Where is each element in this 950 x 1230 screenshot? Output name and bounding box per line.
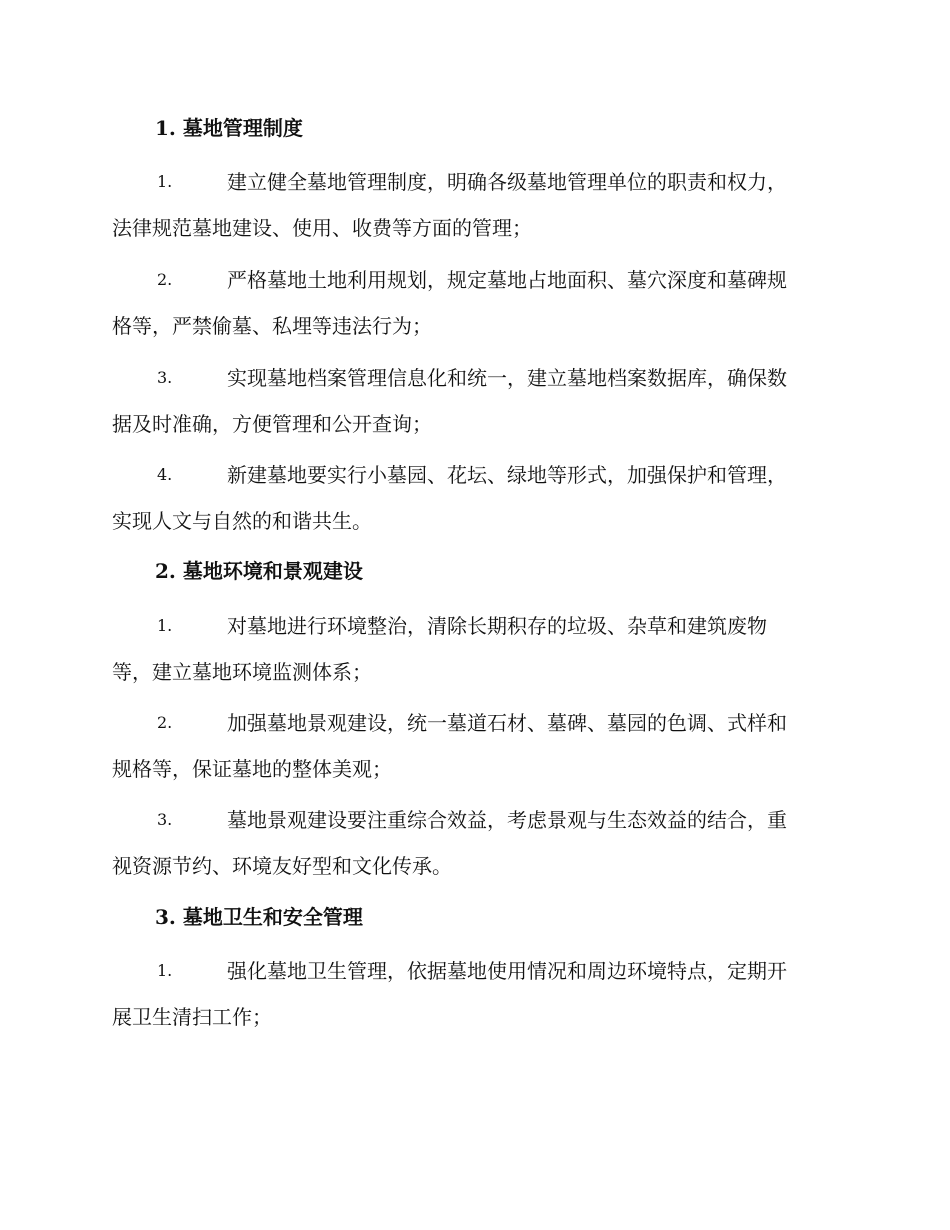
list-item [112,461,832,553]
section-heading: 1. 墓地管理制度 [155,116,303,140]
list-item [112,709,832,801]
list-item-number: 3. [157,810,173,829]
list-item-text-line2: 视资源节约、环境友好型和文化传承。 [112,854,452,878]
list-item-text-line2: 规格等，保证墓地的整体美观； [112,757,392,781]
list-item [112,957,832,1049]
list-item-number: 1. [157,172,173,191]
list-item-text-line1: 强化墓地卫生管理，依据墓地使用情况和周边环境特点，定期开 [227,959,787,983]
list-item-number: 2. [157,713,173,732]
list-item-text-line2: 格等，严禁偷墓、私埋等违法行为； [112,314,432,338]
list-item-number: 1. [157,616,173,635]
list-item-text-line2: 等，建立墓地环境监测体系； [112,660,372,684]
list-item-text-line2: 据及时准确，方便管理和公开查询； [112,412,432,436]
section-heading: 2. 墓地环境和景观建设 [155,559,363,583]
list-item-text-line1: 建立健全墓地管理制度，明确各级墓地管理单位的职责和权力， [227,170,787,194]
list-item-text-line1: 严格墓地土地利用规划，规定墓地占地面积、墓穴深度和墓碑规 [227,268,787,292]
section-heading: 3. 墓地卫生和安全管理 [155,905,363,929]
list-item-text-line1: 加强墓地景观建设，统一墓道石材、墓碑、墓园的色调、式样和 [227,711,787,735]
list-item [112,364,832,456]
list-item [112,168,832,260]
list-item-text-line2: 展卫生清扫工作； [112,1005,272,1029]
list-item-text-line2: 法律规范墓地建设、使用、收费等方面的管理； [112,216,532,240]
list-item-text-line1: 新建墓地要实行小墓园、花坛、绿地等形式，加强保护和管理， [227,463,787,487]
list-item-text-line1: 实现墓地档案管理信息化和统一，建立墓地档案数据库，确保数 [227,366,787,390]
list-item-text-line1: 墓地景观建设要注重综合效益，考虑景观与生态效益的结合，重 [227,808,787,832]
list-item-number: 1. [157,961,173,980]
list-item-number: 4. [157,465,173,484]
list-item [112,612,832,704]
list-item-number: 3. [157,368,173,387]
list-item-text-line2: 实现人文与自然的和谐共生。 [112,509,372,533]
list-item-number: 2. [157,270,173,289]
list-item-text-line1: 对墓地进行环境整治，清除长期积存的垃圾、杂草和建筑废物 [227,614,767,638]
list-item [112,806,832,898]
list-item [112,266,832,358]
